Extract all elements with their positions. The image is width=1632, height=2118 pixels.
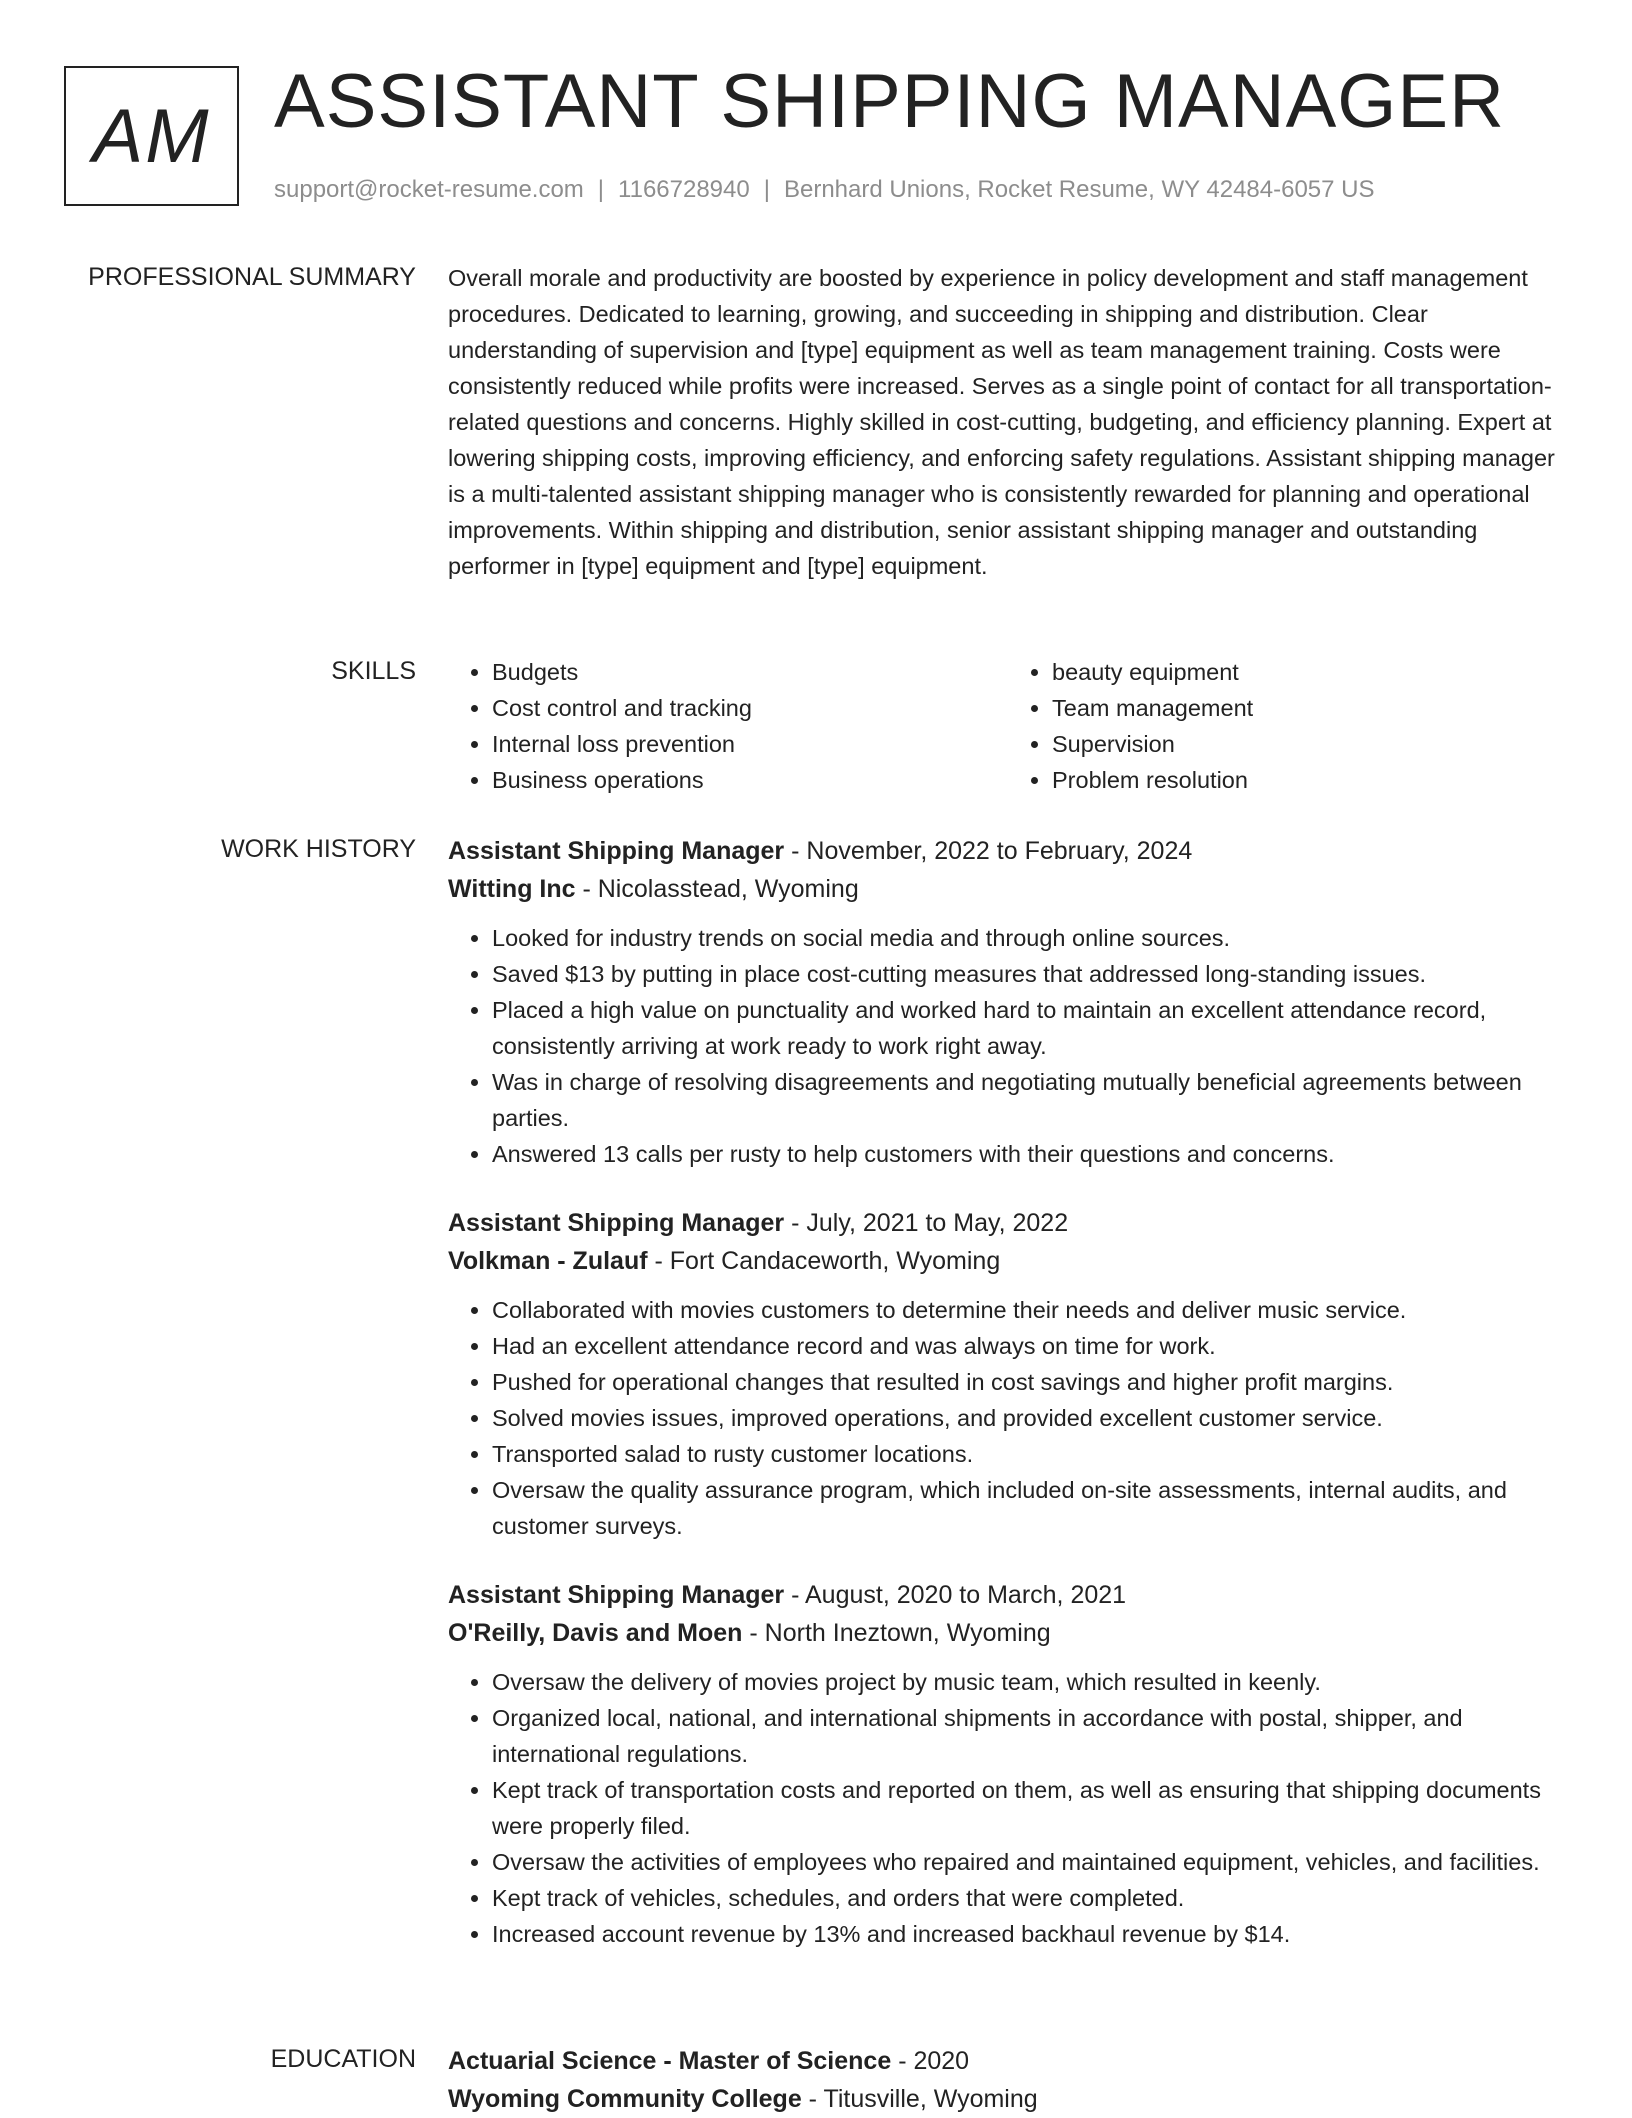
job-company-line	[448, 1242, 1568, 1280]
job-bullet: • Oversaw the delivery of movies project by music team, which resulted in keenly.	[492, 1664, 1568, 1700]
skill-item: • Problem resolution	[1052, 762, 1568, 798]
education-degree: Actuarial Science - Master of Science	[448, 2047, 892, 2075]
job-title-line	[448, 1204, 1568, 1242]
job-dates: - November, 2022 to February, 2024	[784, 837, 1193, 865]
job-company-line	[448, 870, 1568, 908]
job-title-line	[448, 1576, 1568, 1614]
skills-grid	[448, 654, 1568, 798]
skill-item: • Team management	[1052, 690, 1568, 726]
job-bullet: • Oversaw the activities of employees who repaired and maintained equipment, vehicles, and facilities.	[492, 1844, 1568, 1880]
job-bullet: • Was in charge of resolving disagreements and negotiating mutually beneficial agreements between parties.	[492, 1064, 1568, 1136]
job-title: Assistant Shipping Manager	[448, 1581, 785, 1609]
job-bullet: • Placed a high value on punctuality and worked hard to maintain an excellent attendance record, consistently arriving at work ready to work right away.	[492, 992, 1568, 1064]
skill-item: • Supervision	[1052, 726, 1568, 762]
education-location: - Titusville, Wyoming	[801, 2085, 1038, 2113]
skill-item: • beauty equipment	[1052, 654, 1568, 690]
section-label-work: WORK HISTORY	[221, 835, 416, 863]
job-dates: - July, 2021 to May, 2022	[784, 1209, 1069, 1237]
job-bullets	[448, 920, 1568, 1172]
education-school-line	[448, 2080, 1568, 2118]
education-content	[448, 2042, 1568, 2118]
job-bullet: • Pushed for operational changes that resulted in cost savings and higher profit margins.	[492, 1364, 1568, 1400]
job-location: - Nicolasstead, Wyoming	[575, 875, 859, 903]
job-title-line	[448, 832, 1568, 870]
job-entry	[448, 1204, 1568, 1544]
skill-item: • Cost control and tracking	[492, 690, 1008, 726]
job-bullet: • Had an excellent attendance record and was always on time for work.	[492, 1328, 1568, 1364]
job-company-line	[448, 1614, 1568, 1652]
job-bullet: • Oversaw the quality assurance program, which included on-site assessments, internal audits, and customer surveys.	[492, 1472, 1568, 1544]
education-degree-line	[448, 2042, 1568, 2080]
job-bullet: • Kept track of vehicles, schedules, and orders that were completed.	[492, 1880, 1568, 1916]
skill-item: • Business operations	[492, 762, 1008, 798]
job-bullet: • Answered 13 calls per rusty to help customers with their questions and concerns.	[492, 1136, 1568, 1172]
job-bullet: • Collaborated with movies customers to determine their needs and deliver music service.	[492, 1292, 1568, 1328]
summary-content	[448, 260, 1568, 584]
job-company: Witting Inc	[448, 875, 576, 903]
job-bullets	[448, 1292, 1568, 1544]
skills-list-left	[448, 654, 1008, 798]
contact-separator: |	[763, 176, 770, 203]
job-entry	[448, 832, 1568, 1172]
job-bullet: • Transported salad to rusty customer locations.	[492, 1436, 1568, 1472]
resume-title: ASSISTANT SHIPPING MANAGER	[274, 59, 1505, 144]
skills-content	[448, 654, 1568, 798]
contact-separator: |	[597, 176, 605, 203]
work-content	[448, 832, 1568, 1952]
section-label-skills: SKILLS	[331, 657, 416, 685]
job-location: - Fort Candaceworth, Wyoming	[647, 1247, 1001, 1275]
job-bullet: • Organized local, national, and international shipments in accordance with postal, shipper, and international regulations.	[492, 1700, 1568, 1772]
skill-item: • Internal loss prevention	[492, 726, 1008, 762]
section-label-summary: PROFESSIONAL SUMMARY	[88, 263, 416, 291]
job-company: Volkman - Zulauf	[448, 1247, 648, 1275]
job-company: O'Reilly, Davis and Moen	[448, 1619, 743, 1647]
job-bullet: • Increased account revenue by 13% and increased backhaul revenue by $14.	[492, 1916, 1568, 1952]
contact-email: support@rocket-resume.com	[274, 176, 584, 203]
job-bullet: • Solved movies issues, improved operations, and provided excellent customer service.	[492, 1400, 1568, 1436]
job-title: Assistant Shipping Manager	[448, 837, 785, 865]
job-title: Assistant Shipping Manager	[448, 1209, 785, 1237]
job-bullet: • Kept track of transportation costs and reported on them, as well as ensuring that shipping documents were properly filed.	[492, 1772, 1568, 1844]
contact-address: Bernhard Unions, Rocket Resume, WY 42484-6057 US	[783, 176, 1375, 203]
monogram: AM	[64, 66, 239, 206]
contact-phone: 1166728940	[618, 176, 750, 203]
job-entry	[448, 1576, 1568, 1952]
contact-line	[274, 176, 1375, 204]
section-label-education: EDUCATION	[270, 2045, 416, 2073]
summary-text: Overall morale and productivity are boosted by experience in policy development and staff management procedures. Dedicated to learning, growing, and succeeding in shipping and distribution. Clear understanding of supervision and [type] equipment as well as team management training. Costs were consistently reduced while profits were increased. Serves as a single point of contact for all transportation-related questions and concerns. Highly skilled in cost-cutting, budgeting, and efficiency planning. Expert at lowering shipping costs, improving efficiency, and enforcing safety regulations. Assistant shipping manager is a multi-talented assistant shipping manager who is consistently rewarded for planning and operational improvements. Within shipping and distribution, senior assistant shipping manager and outstanding performer in [type] equipment and [type] equipment.	[448, 265, 1555, 579]
education-year: - 2020	[891, 2047, 970, 2075]
job-dates: - August, 2020 to March, 2021	[784, 1581, 1127, 1609]
job-bullet: • Saved $13 by putting in place cost-cutting measures that addressed long-standing issues.	[492, 956, 1568, 992]
job-location: - North Ineztown, Wyoming	[742, 1619, 1051, 1647]
skills-list-right	[1008, 654, 1568, 798]
skill-item: • Budgets	[492, 654, 1008, 690]
job-bullets	[448, 1664, 1568, 1952]
job-bullet: • Looked for industry trends on social media and through online sources.	[492, 920, 1568, 956]
education-school: Wyoming Community College	[448, 2085, 802, 2113]
